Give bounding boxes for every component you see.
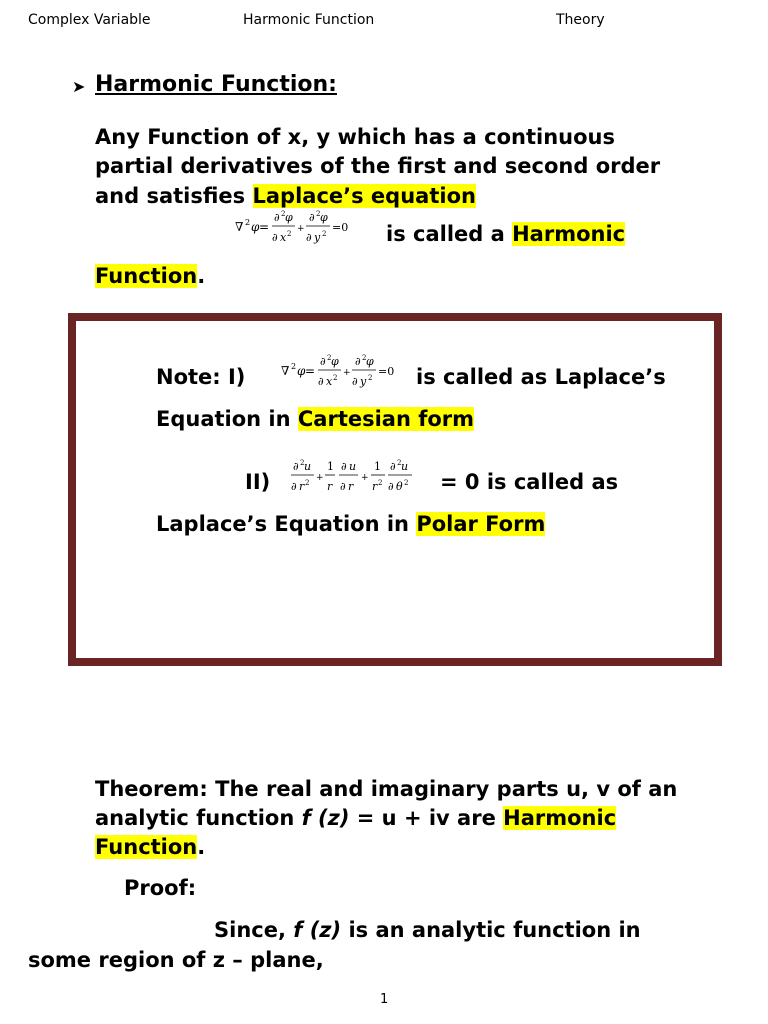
svg-text:2: 2 <box>404 479 409 487</box>
svg-text:∂: ∂ <box>272 231 278 244</box>
svg-text:r: r <box>299 480 305 493</box>
svg-text:y: y <box>314 231 321 244</box>
svg-text:∂: ∂ <box>340 480 346 493</box>
svg-text:u: u <box>401 460 409 473</box>
svg-text:θ: θ <box>396 480 403 493</box>
highlight-function-theorem: Function <box>95 835 198 859</box>
proof-line-2: some region of z – plane, <box>28 948 324 972</box>
svg-text:φ: φ <box>331 355 339 368</box>
svg-text:∂: ∂ <box>306 231 312 244</box>
highlight-function: Function <box>95 264 198 288</box>
svg-text:∂: ∂ <box>390 460 396 473</box>
svg-text:φ: φ <box>366 355 374 368</box>
note-label: Note: I) <box>156 365 246 389</box>
svg-text:2: 2 <box>316 210 321 218</box>
proof-line-1: Since, f (z) is an analytic function in <box>214 918 641 942</box>
svg-text:φ: φ <box>320 211 328 224</box>
highlight-polar-form: Polar Form <box>416 512 546 536</box>
definition-line-2: partial derivatives of the first and second order <box>95 154 661 178</box>
note-cartesian-formula <box>280 350 412 394</box>
highlight-harmonic-theorem: Harmonic <box>503 806 617 830</box>
svg-text:2: 2 <box>322 230 327 238</box>
svg-text:u: u <box>349 460 357 473</box>
theorem-line-1: Theorem: The real and imaginary parts u, v of an <box>95 777 678 801</box>
svg-text:r: r <box>327 480 333 493</box>
svg-text:+: + <box>297 224 305 234</box>
svg-text:∇: ∇ <box>281 364 290 378</box>
definition-line-1: Any Function of x, y which has a continuous <box>95 125 615 149</box>
svg-text:φ: φ <box>285 211 293 224</box>
svg-text:+: + <box>316 473 324 483</box>
svg-text:x: x <box>280 231 287 244</box>
svg-text:2: 2 <box>368 374 373 382</box>
header-left: Complex Variable <box>28 12 151 28</box>
header-center: Harmonic Function <box>243 12 375 28</box>
svg-text:φ: φ <box>297 364 306 378</box>
laplace-equation-formula <box>234 206 364 250</box>
svg-text:2: 2 <box>291 362 297 371</box>
svg-text:φ: φ <box>251 220 260 234</box>
svg-text:=0: =0 <box>332 221 349 234</box>
highlight-laplace-equation: Laplace’s equation <box>252 184 476 208</box>
note-1-tail: is called as Laplace’s <box>416 365 666 389</box>
svg-text:∂: ∂ <box>274 211 280 224</box>
svg-text:2: 2 <box>397 459 402 467</box>
highlight-cartesian-form: Cartesian form <box>297 407 475 431</box>
svg-text:u: u <box>304 460 312 473</box>
svg-text:y: y <box>360 375 367 388</box>
note-2-label: II) <box>245 470 271 494</box>
svg-text:r: r <box>348 480 354 493</box>
svg-text:2: 2 <box>333 374 338 382</box>
svg-text:∂: ∂ <box>309 211 315 224</box>
svg-text:∂: ∂ <box>341 460 347 473</box>
svg-text:∂: ∂ <box>388 480 394 493</box>
svg-text:∇: ∇ <box>235 220 244 234</box>
theorem-line-3: Function. <box>95 835 206 859</box>
note-2-line-2: Laplace’s Equation in Polar Form <box>156 512 546 536</box>
svg-text:2: 2 <box>245 218 251 227</box>
svg-text:2: 2 <box>378 479 383 487</box>
note-2-tail: = 0 is called as <box>440 470 619 494</box>
svg-text:∂: ∂ <box>293 460 299 473</box>
svg-text:∂: ∂ <box>320 355 326 368</box>
svg-text:∂: ∂ <box>355 355 361 368</box>
header-right: Theory <box>556 12 605 28</box>
highlight-harmonic: Harmonic <box>512 222 626 246</box>
proof-label: Proof: <box>124 876 197 900</box>
svg-text:2: 2 <box>287 230 292 238</box>
svg-text:+: + <box>343 368 351 378</box>
svg-text:∂: ∂ <box>352 375 358 388</box>
svg-text:x: x <box>326 375 333 388</box>
svg-text:∂: ∂ <box>318 375 324 388</box>
svg-text:=: = <box>259 220 270 234</box>
svg-text:2: 2 <box>327 354 332 362</box>
definition-line-4: is called a Harmonic <box>386 222 626 246</box>
svg-text:+: + <box>361 473 369 483</box>
svg-text:1: 1 <box>374 460 381 473</box>
bullet-arrow-icon: ➤ <box>72 77 86 96</box>
svg-text:2: 2 <box>300 459 305 467</box>
theorem-line-2: analytic function f (z) = u + iv are Harmonic <box>95 806 617 830</box>
svg-text:2: 2 <box>281 210 286 218</box>
note-polar-formula <box>290 455 420 499</box>
svg-text:1: 1 <box>327 460 334 473</box>
svg-text:∂: ∂ <box>291 480 297 493</box>
page-number: 1 <box>380 992 389 1007</box>
svg-text:=0: =0 <box>378 365 395 378</box>
definition-line-3: and satisfies Laplace’s equation <box>95 184 476 208</box>
note-1-line-2: Equation in Cartesian form <box>156 407 475 431</box>
definition-line-5: Function. <box>95 264 206 288</box>
svg-text:r: r <box>372 480 378 493</box>
svg-text:=: = <box>305 364 316 378</box>
svg-text:2: 2 <box>362 354 367 362</box>
svg-text:2: 2 <box>305 479 310 487</box>
section-heading: Harmonic Function: <box>95 72 337 97</box>
